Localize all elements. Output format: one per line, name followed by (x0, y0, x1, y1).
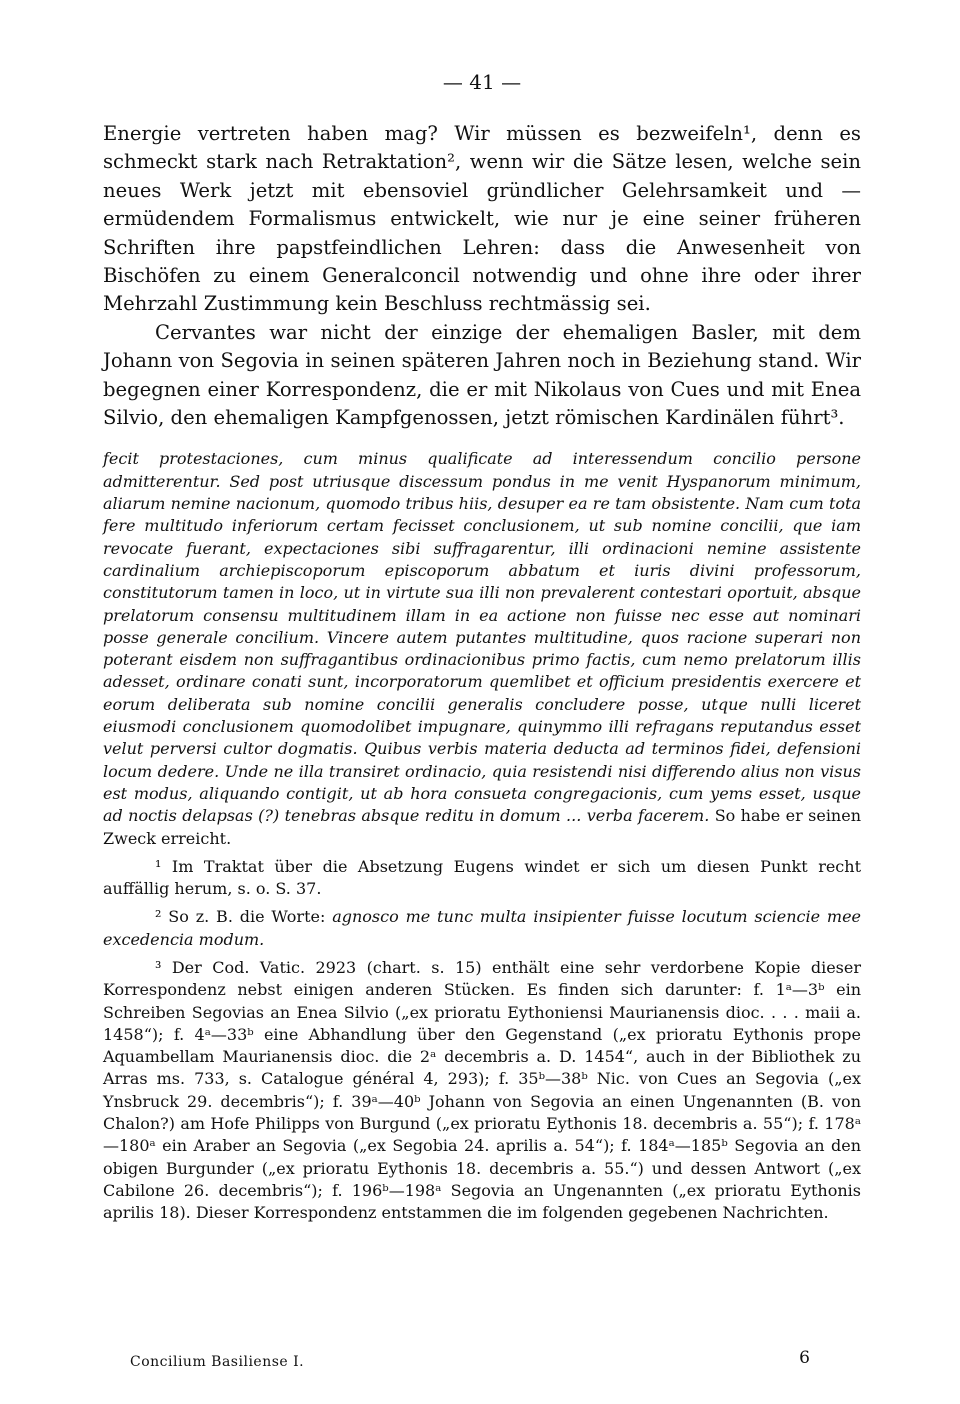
footnote-3: ³ Der Cod. Vatic. 2923 (chart. s. 15) enthält eine sehr verdorbene Kopie dieser Korrespondenz nebst einigen anderen Stücken. Es finden sich darunter: f. 1ᵃ—3ᵇ ein Schreiben Segovias an Enea Silvio („ex prioratu Eythoniensi Maurianensis dioc. . . . maii a. 1458“); f. 4ᵃ—33ᵇ eine Abhandlung über den Gegenstand („ex prioratu Eythonis prope Aquambellam Maurianensis dioc. die 2ᵃ decembris a. D. 1454“, auch in der Bibliothek zu Arras ms. 733, s. Catalogue général 4, 293); f. 35ᵇ—38ᵇ Nic. von Cues an Segovia („ex Ynsbruck 29. decembris“); f. 39ᵃ—40ᵇ Johann von Segovia an einen Ungenannten (B. von Chalon?) am Hofe Philipps von Burgund („ex prioratu Eythonis 18. decembris a. 55“); f. 178ᵃ—180ᵃ ein Araber an Segovia („ex Segobia 24. aprilis a. 54“); f. 184ᵃ—185ᵇ Segovia an den obigen Burgunder („ex prioratu Eythonis 18. decembris a. 55.“) und dessen Antwort („ex Cabilone 26. decembris“); f. 196ᵇ—198ᵃ Segovia an Ungenannten („ex prioratu Eythonis aprilis 18). Dieser Korrespondenz entstammen die im folgenden gegebenen Nachrichten. (103, 958, 861, 1223)
quotation-tail: So habe er seinen Zweck erreicht. (103, 806, 862, 848)
footnote-2-quote: agnosco me tunc multa insipienter fuisse locutum sciencie mee excedencia modum. (103, 907, 862, 949)
main-text (103, 120, 861, 432)
footer-signature: Concilium Basiliense I. (130, 1354, 305, 1370)
footnotes (103, 856, 861, 1225)
footer-sheet-number: 6 (799, 1348, 810, 1368)
page-number-header: — 41 — (442, 70, 522, 94)
footnote-2 (103, 906, 861, 951)
footnote-1: ¹ Im Traktat über die Absetzung Eugens windet er sich um diesen Punkt recht auffällig herum, s. o. S. 37. (103, 856, 861, 899)
paragraph-1: Energie vertreten haben mag? Wir müssen es bezweifeln¹, denn es schmeckt stark nach Retraktation², wenn wir die Sätze lesen, welche sein neues Werk jetzt mit ebensoviel gründlicher Gelehrsamkeit und — ermüdendem Formalismus entwickelt, wie nur je eine seiner früheren Schriften ihre papstfeindlichen Lehren: dass die Anwesenheit von Bischöfen zu einem Generalconcil notwendig und ohne ihre oder ihrer Mehrzahl Zustimmung kein Beschluss rechtmässig sei. (103, 122, 861, 316)
footnote-2-lead: ² So z. B. die Worte: (155, 907, 333, 927)
paragraph-2: Cervantes war nicht der einzige der ehemaligen Basler, mit dem Johann von Segovia in seinen späteren Jahren noch in Beziehung stand. Wir begegnen einer Korrespondenz, die er mit Nikolaus von Cues und mit Enea Silvio, den ehemaligen Kampfgenossen, jetzt römischen Kardinälen führt³. (103, 320, 861, 430)
page-body (103, 70, 861, 1225)
latin-quotation (103, 448, 861, 849)
latin-quotation-text: fecit protestaciones, cum minus qualificate ad interessendum concilio persone admitterentur. Sed post utriusque discessum pondus in me venit Hyspanorum minimum, aliarum nemine nacionum, quomodo tribus hiis, desuper ea re tam obsistente. Nam cum tota fere multitudo inferiorum certam fecisset conclusionem, ut sub nomine concilii, que iam revocate fuerant, expectaciones sibi suffragarentur, illi ordinacioni nemine assistente cardinalium archiepiscoporum episcoporum abbatum et iuris divini professorum, constitutorum tamen in loco, ut in virtute sua illi non prevalerent contestari oportuit, absque prelatorum consensu multitudinem illam in ea actione non fuisse nec esse aut nominari posse generale concilium. Vincere autem putantes multitudine, quos racione superari non poterant eisdem non suffragantibus ordinacionibus primo factis, cum nemo prelatorum illis adesset, ordinare conati sunt, incorporatorum quemlibet et officium presidentis exercere et eorum deliberata sub nomine concilii generalis concludere posse, utque nulli liceret eiusmodi conclusionem quomodolibet impugnare, quinymmo illi refragans reputandus esset velut perversi cultor dogmatis. Quibus verbis materia deducta ad terminos fidei, defensioni locum dedere. Unde ne illa transiret ordinacio, quia resistendi nisi differendo alius non visus est modus, aliquando contigit, ut ab hora consueta congregacionis, cum yems esset, usque ad noctis delapsas (?) tenebras absque reditu in domum ... verba facerem. (103, 449, 861, 826)
